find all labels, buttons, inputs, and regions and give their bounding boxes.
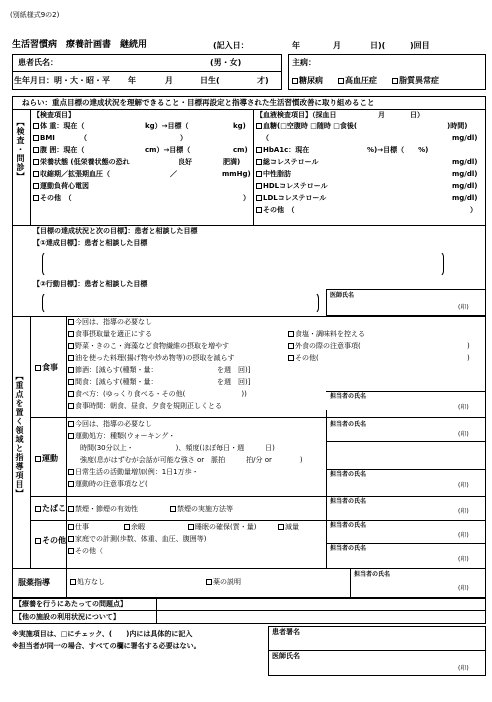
other-staff-label-1: 担当者の氏名 (330, 522, 367, 529)
checkbox-icon[interactable] (188, 524, 194, 530)
entry-date-month: 月 (333, 41, 341, 50)
other-staff-seal-1: (印) (458, 532, 469, 539)
category-exercise[interactable]: 運動 (35, 455, 58, 463)
checkbox-icon[interactable] (70, 579, 76, 585)
blood-hba1c-end: %)→目標（ %) (367, 146, 429, 154)
disease-option-dyslipidemia[interactable]: 脂質異常症 (392, 77, 439, 85)
checkbox-icon[interactable] (35, 506, 41, 512)
other-item-other[interactable]: その他（ (68, 548, 103, 555)
checkbox-icon[interactable] (256, 207, 262, 213)
checkbox-icon[interactable] (68, 319, 74, 325)
goals-header: 【目標の達成状況と次の目標】：患者と相談した目標 (33, 227, 198, 235)
checkbox-icon[interactable] (33, 147, 39, 153)
checkbox-icon[interactable] (68, 469, 74, 475)
exam-waist-mid: cm）→目標（ (145, 146, 191, 154)
exercise-item-4[interactable]: 日常生活の活動量増加(例：1日1万歩・ (68, 469, 199, 476)
exercise-item-5[interactable]: 運動時の注意事項など( (68, 481, 148, 488)
exercise-item-3: 強度(息がはずむが会話が可能な強さ or 脈拍 拍/分 or ) (80, 456, 303, 464)
medication-label: 服薬指導 (18, 578, 50, 587)
disease-option-hypertension[interactable]: 高血圧症 (338, 77, 377, 85)
goal-action-label: 【②行動目標】：患者と相談した目標 (33, 280, 148, 288)
diet-item-5[interactable]: 間食：[減らす(種類・量： を週 回)] (68, 379, 250, 386)
blood-total-chol-end: mg/dl) (452, 158, 478, 166)
blood-glucose-end: )時間) (447, 122, 468, 130)
blood-date-day: 日） (410, 111, 424, 119)
patient-name-label: 患者氏名： (18, 58, 58, 67)
exam-bp-end: mmHg) (222, 170, 251, 178)
other-item-home-measure[interactable]: 家庭での計測(歩数、体重、血圧、腹囲等) (68, 536, 206, 543)
goal-achievement-label: 【①達成目標】：患者と相談した目標 (33, 239, 148, 247)
note-0: ※実施項目は、□にチェック、( )内には具体的に記入 (12, 630, 193, 638)
blood-item-total-chol[interactable]: 総コレステロール (256, 159, 319, 166)
category-diet[interactable]: 食事 (35, 364, 58, 372)
medication-staff-label: 担当者の氏名 (354, 571, 391, 578)
checkbox-icon[interactable] (68, 433, 74, 439)
tobacco-item-1[interactable]: 禁煙の実施方法等 (170, 506, 233, 513)
other-staff-label-2: 担当者の氏名 (330, 545, 367, 552)
exam-waist-end: cm) (233, 146, 248, 154)
exercise-staff-seal-2: (印) (458, 482, 469, 489)
blood-item-hdl[interactable]: HDLコレステロール (256, 183, 328, 190)
diet-item-7[interactable]: 食事時間：朝食、昼食、夕食を規則正しくとる (68, 403, 222, 410)
exam-section-label: 【検査・問診】 (16, 118, 25, 181)
checkbox-icon[interactable] (256, 147, 262, 153)
tobacco-staff-label: 担当者の氏名 (330, 498, 367, 505)
checkbox-icon[interactable] (206, 579, 212, 585)
checkbox-icon[interactable] (33, 159, 39, 165)
exam-left-header: 【検査項目】 (33, 111, 75, 119)
checkbox-icon[interactable] (68, 481, 74, 487)
exam-nutrition-mid: 良好 (178, 158, 192, 166)
blood-item-ldl[interactable]: LDLコレステロール (256, 195, 326, 202)
dob-age: 才) (257, 76, 269, 85)
checkbox-icon[interactable] (35, 456, 41, 462)
checkbox-icon[interactable] (256, 171, 262, 177)
checkbox-icon[interactable] (68, 331, 74, 337)
checkbox-icon[interactable] (33, 195, 39, 201)
doctor-signature-label: 医師氏名 (272, 652, 300, 660)
checkbox-icon[interactable] (68, 548, 74, 554)
checkbox-icon[interactable] (338, 78, 344, 84)
diet-item-6[interactable]: 食べ方：(ゆっくり食べる・その他( )) (68, 391, 247, 398)
blood-item-glucose[interactable]: 血糖(□空腹時 □随時 □食後( (256, 123, 357, 130)
exam-item-bmi[interactable]: BMI (33, 135, 55, 142)
diet-side-item-1[interactable]: 外食の際の注意事項( (288, 343, 361, 350)
disease-option-diabetes[interactable]: 糖尿病 (292, 77, 323, 85)
checkbox-icon[interactable] (68, 403, 74, 409)
blood-other-end: ） (470, 206, 477, 214)
checkbox-icon[interactable] (256, 159, 262, 165)
dob-month: 月 (165, 76, 173, 85)
entry-date-year: 年 (292, 41, 300, 50)
blood-hdl-end: mg/dl) (452, 182, 478, 190)
exam-bp-mid: ／ (170, 170, 177, 178)
exam-item-other[interactable]: その他 （ (33, 195, 72, 202)
checkbox-icon[interactable] (68, 343, 74, 349)
diet-staff-seal: (印) (458, 404, 469, 411)
blood-item-hba1c[interactable]: HbA1c：現在 (256, 147, 309, 154)
blood-glucose-value-open: （ (262, 134, 269, 142)
goal-action-field[interactable] (42, 292, 319, 314)
doctor-signature-seal: (印) (458, 665, 469, 672)
checkbox-icon[interactable] (68, 379, 74, 385)
dob-year: 年 (128, 76, 136, 85)
diet-side-item-2[interactable]: その他( (288, 355, 319, 362)
exam-bmi-mid: （ (80, 134, 87, 142)
facilities-label: 【他の施設の利用状況について】 (15, 613, 120, 621)
checkbox-icon[interactable] (33, 183, 39, 189)
checkbox-icon[interactable] (292, 78, 298, 84)
exercise-staff-label-2: 担当者の氏名 (330, 471, 367, 478)
checkbox-icon[interactable] (33, 135, 39, 141)
checkbox-icon[interactable] (68, 536, 74, 542)
checkbox-icon[interactable] (288, 343, 294, 349)
dob-day: 日生( (200, 76, 220, 85)
category-tobacco[interactable]: たばこ (35, 505, 66, 513)
exam-weight-mid: kg）→目標（ (145, 122, 189, 130)
checkbox-icon[interactable] (35, 365, 41, 371)
medication-option-explain[interactable]: 薬の説明 (206, 579, 241, 586)
category-other[interactable]: その他 (35, 537, 66, 545)
tobacco-item-0[interactable]: 禁煙・節煙の有効性 (68, 506, 138, 513)
form-number: (別紙様式9の2) (10, 11, 60, 19)
checkbox-icon[interactable] (278, 524, 284, 530)
goals-doctor-seal: (印) (458, 304, 469, 311)
medication-option-none[interactable]: 処方なし (70, 579, 105, 586)
exam-right-header: 【血液検査項目】（採血日 (256, 111, 337, 119)
blood-glucose-unit: mg/dl) (452, 134, 478, 142)
entry-date-day: 日)( (370, 41, 386, 50)
blood-item-tg[interactable]: 中性脂肪 (256, 171, 291, 178)
tobacco-staff-seal: (印) (458, 508, 469, 515)
patient-signature-label: 患者署名 (272, 628, 300, 636)
checkbox-icon[interactable] (68, 355, 74, 361)
exam-weight-end: kg) (233, 122, 246, 130)
blood-item-other[interactable]: その他 （ (256, 207, 295, 214)
diet-staff-label: 担当者の氏名 (330, 393, 367, 400)
other-item-work[interactable]: 仕事 (68, 524, 89, 531)
checkbox-icon[interactable] (288, 331, 294, 337)
blood-tg-end: mg/dl) (452, 170, 478, 178)
disease-label: 主病： (292, 58, 316, 67)
other-item-leisure[interactable]: 余暇 (124, 524, 145, 531)
blood-date-month: 月 (378, 111, 385, 119)
patient-dob-label: 生年月日：明・大・昭・平 (14, 76, 110, 85)
checkbox-icon[interactable] (256, 123, 262, 129)
other-item-weight-loss[interactable]: 減量 (278, 524, 299, 531)
exercise-item-1[interactable]: 運動処方：種類(ウォーキング・ (68, 433, 175, 440)
exam-bmi-end: ） (180, 134, 187, 142)
guidance-section-label: 【重点を置く領域と指導項目】 (15, 372, 24, 498)
checkbox-icon[interactable] (35, 538, 41, 544)
aim-text: ねらい：重点目標の達成状況を理解できること・目標再設定と指導された生活習慣改善に取り組めること (22, 98, 375, 107)
checkbox-icon[interactable] (170, 506, 176, 512)
checkbox-icon[interactable] (33, 171, 39, 177)
goals-doctor-label: 医師氏名 (330, 292, 355, 299)
exercise-staff-seal-1: (印) (458, 431, 469, 438)
checkbox-icon[interactable] (68, 524, 74, 530)
exam-item-nutrition[interactable]: 栄養状態 (低栄養状態の恐れ (33, 159, 130, 166)
medication-staff-seal: (印) (458, 585, 469, 592)
signature-box[interactable] (268, 626, 486, 676)
diet-item-3[interactable]: 油を使った料理(揚げ物や炒め物等)の摂取を減らす (68, 355, 234, 362)
exercise-item-0[interactable]: 今回は、指導の必要なし (68, 421, 152, 428)
entry-date-label: (記入日： (213, 41, 249, 50)
exam-item-bp[interactable]: 収縮期／拡張期血圧（ (33, 171, 110, 178)
checkbox-icon[interactable] (68, 506, 74, 512)
issues-label: 【療養を行うにあたっての問題点】 (15, 600, 127, 608)
checkbox-icon[interactable] (392, 78, 398, 84)
checkbox-icon[interactable] (68, 421, 74, 427)
other-item-sleep[interactable]: 睡眠の確保(質・量) (188, 524, 256, 531)
checkbox-icon[interactable] (33, 123, 39, 129)
exam-nutrition-end: 肥満) (223, 158, 241, 166)
diet-item-4[interactable]: 節酒：[減らす(種類・量： を週 回)] (68, 367, 250, 374)
checkbox-icon[interactable] (256, 183, 262, 189)
blood-ldl-end: mg/dl) (452, 194, 478, 202)
exam-item-ecg[interactable]: 運動負荷心電図 (33, 183, 89, 190)
exam-other-end: ） (243, 194, 250, 202)
diet-item-1[interactable]: 食事摂取量を適正にする (68, 331, 152, 338)
goal-achievement-field[interactable] (42, 251, 444, 277)
exercise-item-2: 時間(30分以上・ )、頻度(ほぼ毎日・週 日) (80, 444, 275, 452)
checkbox-icon[interactable] (124, 524, 130, 530)
checkbox-icon[interactable] (288, 355, 294, 361)
diet-item-0[interactable]: 今回は、指導の必要なし (68, 319, 152, 326)
diet-side-close-1: ) (467, 342, 470, 350)
exam-item-weight[interactable]: 体 重：現在（ (33, 123, 84, 130)
diet-side-close-2: ) (467, 354, 470, 362)
checkbox-icon[interactable] (68, 391, 74, 397)
checkbox-icon[interactable] (68, 367, 74, 373)
diet-side-item-0[interactable]: 食塩・調味料を控える (288, 331, 365, 338)
exercise-staff-label-1: 担当者の氏名 (330, 421, 367, 428)
patient-sex-label[interactable]: (男・女) (210, 58, 242, 67)
note-1: ※担当者が同一の場合、すべての欄に署名する必要はない。 (12, 642, 201, 650)
entry-count: )回目 (410, 41, 430, 50)
form-title: 生活習慣病 療養計画書 継続用 (12, 40, 148, 50)
other-staff-seal-2: (印) (458, 556, 469, 563)
exam-item-waist[interactable]: 腹 囲：現在（ (33, 147, 84, 154)
diet-item-2[interactable]: 野菜・きのこ・海藻など食物繊維の摂取を増やす (68, 343, 229, 350)
checkbox-icon[interactable] (256, 195, 262, 201)
